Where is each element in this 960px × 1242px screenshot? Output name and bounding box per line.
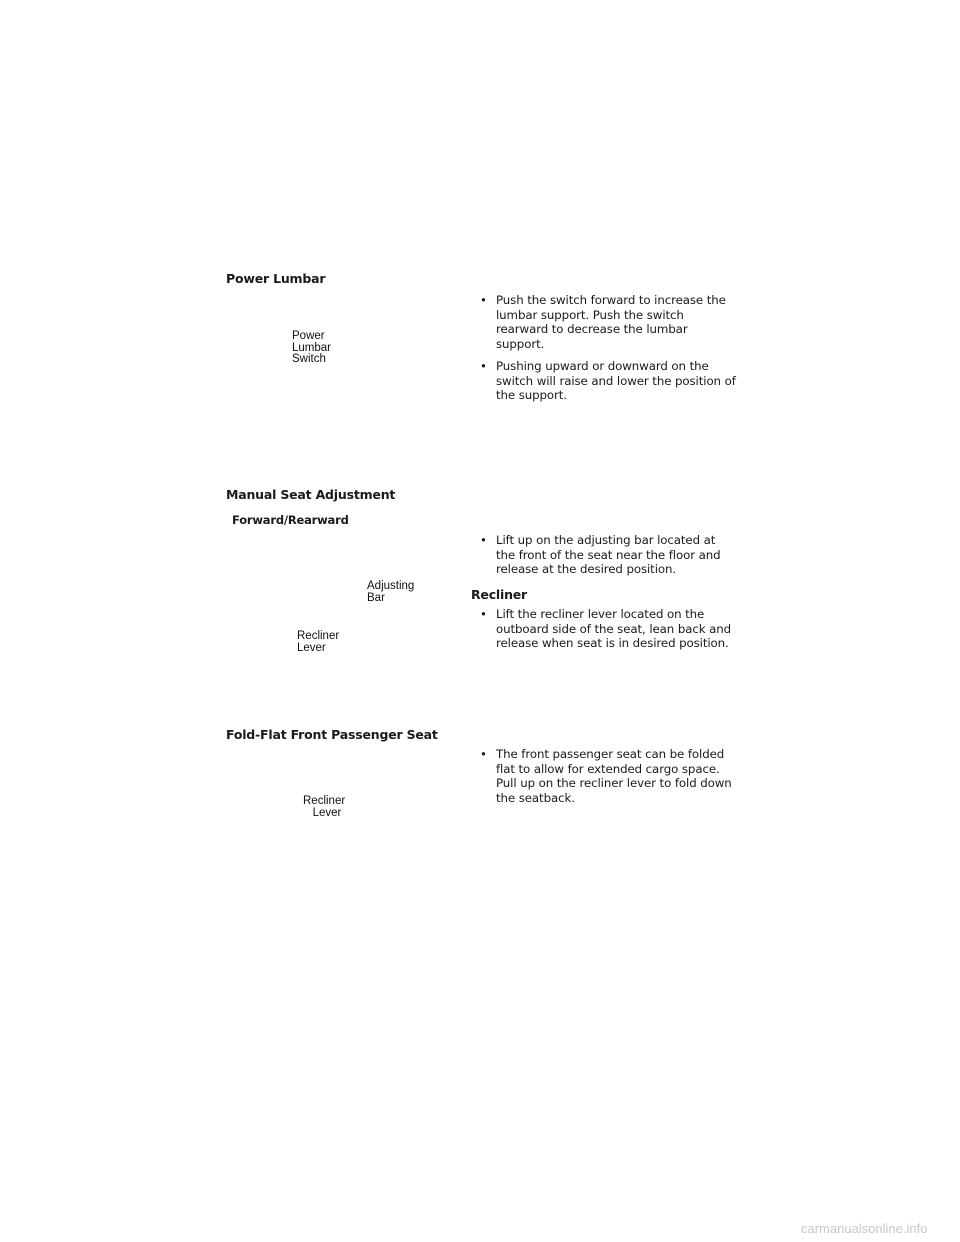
bullet-text: Lift up on the adjusting bar located at the front of the seat near the floor and release at the desired position. — [496, 533, 721, 577]
bullet-text: Lift the recliner lever located on the outboard side of the seat, lean back and release when seat is in desired position. — [496, 607, 732, 651]
bullet-dot: • — [480, 607, 487, 621]
power-lumbar-heading: Power Lumbar — [226, 271, 326, 286]
bullet-text: Push the switch forward to increase the lumbar support. Push the switch rearward to decrease the lumbar support. — [496, 293, 726, 351]
manual-seat-heading: Manual Seat Adjustment — [226, 487, 396, 502]
recliner-bullet-1 — [478, 607, 732, 651]
recliner-lever-callout: Recliner Lever — [297, 630, 340, 654]
bullet-dot: • — [480, 359, 487, 373]
power-lumbar-bullet-1 — [478, 293, 736, 351]
manual-seat-bullet-1 — [478, 533, 732, 577]
fold-flat-heading: Fold-Flat Front Passenger Seat — [226, 727, 438, 742]
recliner-heading: Recliner — [471, 587, 528, 602]
bullet-dot: • — [480, 747, 487, 761]
adjusting-bar-callout: Adjusting Bar — [367, 580, 415, 604]
bullet-dot: • — [480, 533, 487, 547]
bullet-text: Pushing upward or downward on the switch will raise and lower the position of the support. — [496, 359, 736, 403]
power-lumbar-bullet-2 — [478, 359, 736, 403]
bullet-text: The front passenger seat can be folded flat to allow for extended cargo space. Pull up on the recliner lever to fold down the seatback. — [496, 747, 732, 805]
watermark: carmanualsonline.info — [801, 1221, 928, 1236]
bullet-dot: • — [480, 293, 487, 307]
forward-rearward-subheading: Forward/Rearward — [232, 513, 349, 527]
fold-flat-bullet-1 — [478, 747, 732, 805]
fold-flat-recliner-lever-callout: Recliner Lever — [303, 795, 346, 819]
power-lumbar-switch-callout: Power Lumbar Switch — [292, 330, 331, 365]
